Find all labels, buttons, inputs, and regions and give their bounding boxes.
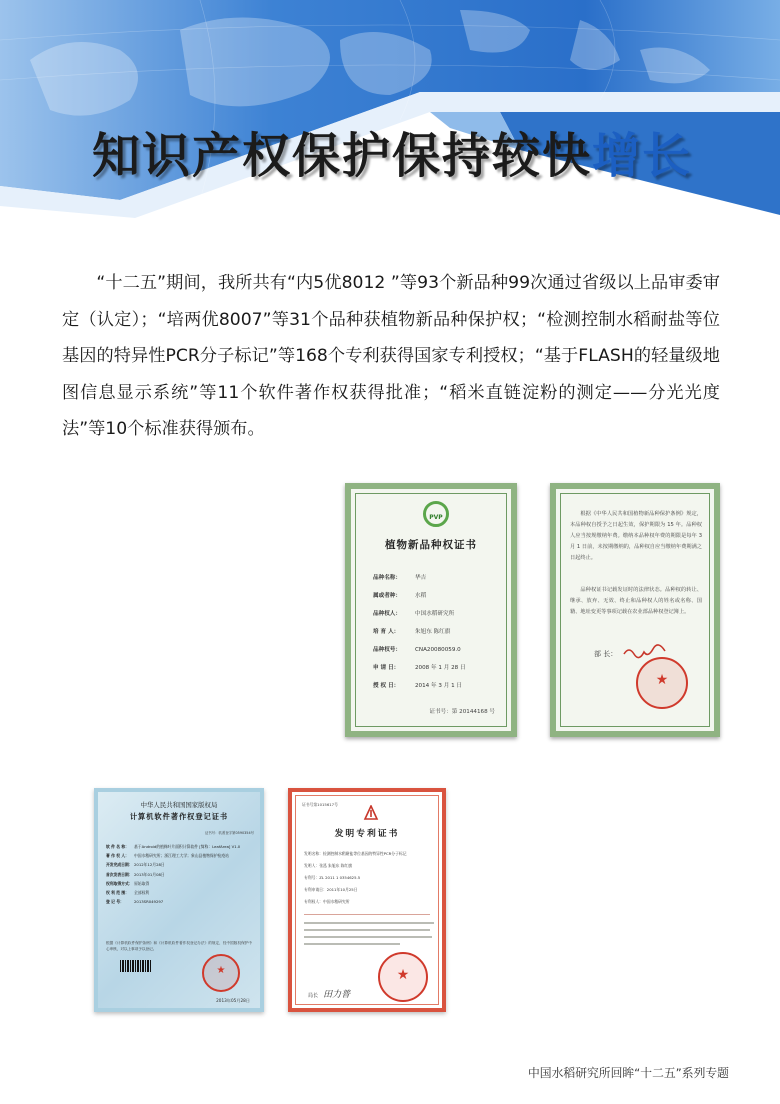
patent-signature: 田力普 bbox=[323, 990, 351, 1000]
pvp-field-row bbox=[373, 605, 501, 623]
software-field-label: 开发完成日期： bbox=[106, 862, 133, 868]
software-certificate-title: 计算机软件著作权登记证书 bbox=[129, 812, 229, 821]
patent-field-row bbox=[304, 884, 432, 896]
patent-office-seal bbox=[378, 952, 428, 1002]
patent-field-label: 专利权人： bbox=[304, 899, 323, 904]
patent-field-label: 发明名称： bbox=[304, 851, 323, 856]
software-field-value: 2013SR049297 bbox=[134, 899, 164, 905]
patent-field-value: ZL 2011 1 0354625.5 bbox=[319, 875, 361, 880]
patent-text-line bbox=[304, 936, 432, 938]
software-field-row bbox=[106, 842, 252, 851]
header-banner bbox=[0, 0, 780, 230]
software-certificate-number: 证书号：软著登字第0590354号 bbox=[204, 831, 254, 835]
patent-text-line bbox=[304, 929, 430, 931]
pvp-field-row bbox=[373, 677, 501, 695]
patent-certificate-title: 发明专利证书 bbox=[334, 829, 400, 839]
patent-field-value: 中国水稻研究所 bbox=[322, 899, 350, 904]
intro-paragraph: “十二五”期间，我所共有“内5优8012 ”等93个新品种99次通过省级以上品审委审定（认定）；“培两优8007”等31个品种获植物新品种保护权；“检测控制水稻耐盐等位基因的特异性PCR分子标记”等168个专利获得国家专利授权；“基于FLASH的轻量级地图信息显示系统”等11个软件著作权获得批准；“稻米直链淀粉的测定——分光光度法”等10个标准获得颁布。 bbox=[62, 273, 720, 440]
patent-field-value: 张泓 朱旭东 陈红旗 bbox=[319, 863, 352, 868]
copyright-seal bbox=[202, 954, 240, 992]
software-field-row bbox=[106, 870, 252, 879]
software-field-label: 首次发表日期： bbox=[106, 871, 133, 877]
patent-field-label: 发明人： bbox=[304, 863, 320, 868]
software-field-value: 原始取得 bbox=[134, 880, 150, 886]
page-title bbox=[92, 128, 692, 186]
pvp-field-label: 授 权 日： bbox=[373, 683, 400, 689]
pvp-logo bbox=[423, 501, 449, 527]
software-field-value: 中国水稻研究所；浙江理工大学；象山县植物保护检疫站 bbox=[134, 853, 229, 859]
pvp-field-row bbox=[373, 587, 501, 605]
pvp-field-row bbox=[373, 641, 501, 659]
software-field-value: 全部权利 bbox=[134, 890, 150, 896]
pvp-field-value: 华吉 bbox=[415, 575, 427, 581]
footer-series-label: 中国水稻研究所回眸“十二五”系列专题 bbox=[528, 1066, 729, 1080]
pvp-logo-text: PVP bbox=[429, 514, 443, 521]
pvp-cert-no-label: 证书号： bbox=[429, 709, 452, 715]
pvp-field-label: 品种权号： bbox=[373, 647, 401, 653]
software-field-label: 权利取得方式： bbox=[106, 880, 133, 886]
patent-office-logo-icon bbox=[363, 805, 379, 821]
page-title-main: 知识产权保护保持较快 bbox=[92, 128, 593, 184]
pvp-field-label: 属或者种： bbox=[373, 593, 401, 599]
pvp-cert-no-value: 第 20144168 号 bbox=[451, 709, 495, 715]
software-field-value: 2013年01月08日 bbox=[134, 871, 165, 877]
software-field-list bbox=[106, 842, 252, 906]
minister-label: 部 长： bbox=[594, 650, 618, 658]
page-title-accent: 增长 bbox=[592, 128, 693, 184]
pvp-field-label: 培 育 人： bbox=[373, 629, 400, 635]
patent-field-row bbox=[304, 872, 432, 884]
software-field-row bbox=[106, 897, 252, 906]
software-field-value: 2012年12月28日 bbox=[134, 862, 165, 868]
pvp-field-list bbox=[373, 569, 501, 695]
software-authority: 中华人民共和国国家版权局 bbox=[140, 801, 218, 809]
pvp-field-row bbox=[373, 623, 501, 641]
pvp-field-value: CNA20080059.0 bbox=[415, 647, 461, 653]
pvp-field-value: 水稻 bbox=[415, 593, 427, 599]
patent-divider bbox=[304, 914, 430, 915]
software-issue-date: 2013年05月28日 bbox=[216, 998, 250, 1003]
patent-signature-row bbox=[308, 982, 350, 1001]
software-field-row bbox=[106, 851, 252, 860]
software-field-row bbox=[106, 860, 252, 869]
software-copyright-certificate bbox=[94, 788, 264, 1012]
patent-top-number: 证书号第1015617号 bbox=[302, 802, 338, 807]
software-field-label: 登 记 号： bbox=[106, 899, 124, 905]
software-field-label: 著 作 权 人： bbox=[106, 853, 129, 859]
seal-star-icon: ★ bbox=[655, 672, 669, 688]
patent-field-value: 2011年10月25日 bbox=[326, 887, 358, 892]
patent-field-label: 专利申请日： bbox=[304, 887, 327, 892]
software-field-value: 基于Android的植株叶片面积计算软件 [简称：LeafArea] V1.0 bbox=[134, 844, 241, 849]
pvp-field-value: 中国水稻研究所 bbox=[415, 611, 455, 617]
patent-field-list bbox=[304, 848, 432, 908]
pvp-certificate-title: 植物新品种权证书 bbox=[385, 539, 477, 551]
plant-variety-certificate bbox=[345, 483, 517, 737]
plant-variety-certificate-back bbox=[550, 483, 720, 737]
pvp-field-label: 申 请 日： bbox=[373, 665, 400, 671]
pvp-field-label: 品种名称： bbox=[373, 575, 401, 581]
invention-patent-certificate bbox=[288, 788, 446, 1012]
patent-field-label: 专利号： bbox=[304, 875, 320, 880]
patent-text-line bbox=[304, 943, 400, 945]
software-field-label: 权 利 范 围： bbox=[106, 890, 129, 896]
patent-field-value: 检测控制水稻耐盐等位基因的特异性PCR分子标记 bbox=[322, 851, 407, 856]
patent-field-row bbox=[304, 896, 432, 908]
seal-emblem-icon: ★ bbox=[396, 967, 410, 983]
patent-sign-label: 局长 bbox=[308, 993, 319, 999]
pvp-certificate-number bbox=[429, 707, 495, 715]
pvp-field-label: 品种权人： bbox=[373, 611, 401, 617]
pvp-back-clause-2: 品种权证书记载发证时的法律状态。品种权的转让、继承、放弃、无效、终止和品种权人的姓名或名称、国籍、地址变更等事项记载在农业部品种权登记簿上。 bbox=[570, 587, 702, 615]
pvp-field-row bbox=[373, 569, 501, 587]
pvp-field-value: 2014 年 3 月 1 日 bbox=[415, 683, 463, 689]
pvp-back-clause-1: 根据《中华人民共和国植物新品种保护条例》规定，本品种权自授予之日起生效，保护期限为 15 年。品种权人应当按规缴纳年费。缴纳本品种权年费的期限是每年 3 月 1 日前，未按期缴纳的，品种权自应当缴纳年费期满之日起终止。 bbox=[570, 511, 702, 561]
pvp-field-row bbox=[373, 659, 501, 677]
barcode bbox=[120, 960, 152, 972]
software-field-row bbox=[106, 888, 252, 897]
software-field-row bbox=[106, 879, 252, 888]
pvp-field-value: 2008 年 1 月 28 日 bbox=[415, 665, 466, 671]
patent-field-row bbox=[304, 860, 432, 872]
patent-field-row bbox=[304, 848, 432, 860]
patent-text-line bbox=[304, 922, 434, 924]
software-field-label: 软 件 名 称： bbox=[106, 844, 129, 849]
pvp-field-value: 朱旭东 陈红旗 bbox=[415, 629, 451, 635]
software-registration-note: 根据《计算机软件保护条例》和《计算机软件著作权登记办法》的规定，经中国版权保护中心审核，对以上事项予以登记。 bbox=[106, 941, 252, 951]
seal-star-icon: ★ bbox=[216, 965, 226, 976]
world-map-graphic bbox=[0, 0, 780, 230]
official-seal bbox=[636, 657, 688, 709]
